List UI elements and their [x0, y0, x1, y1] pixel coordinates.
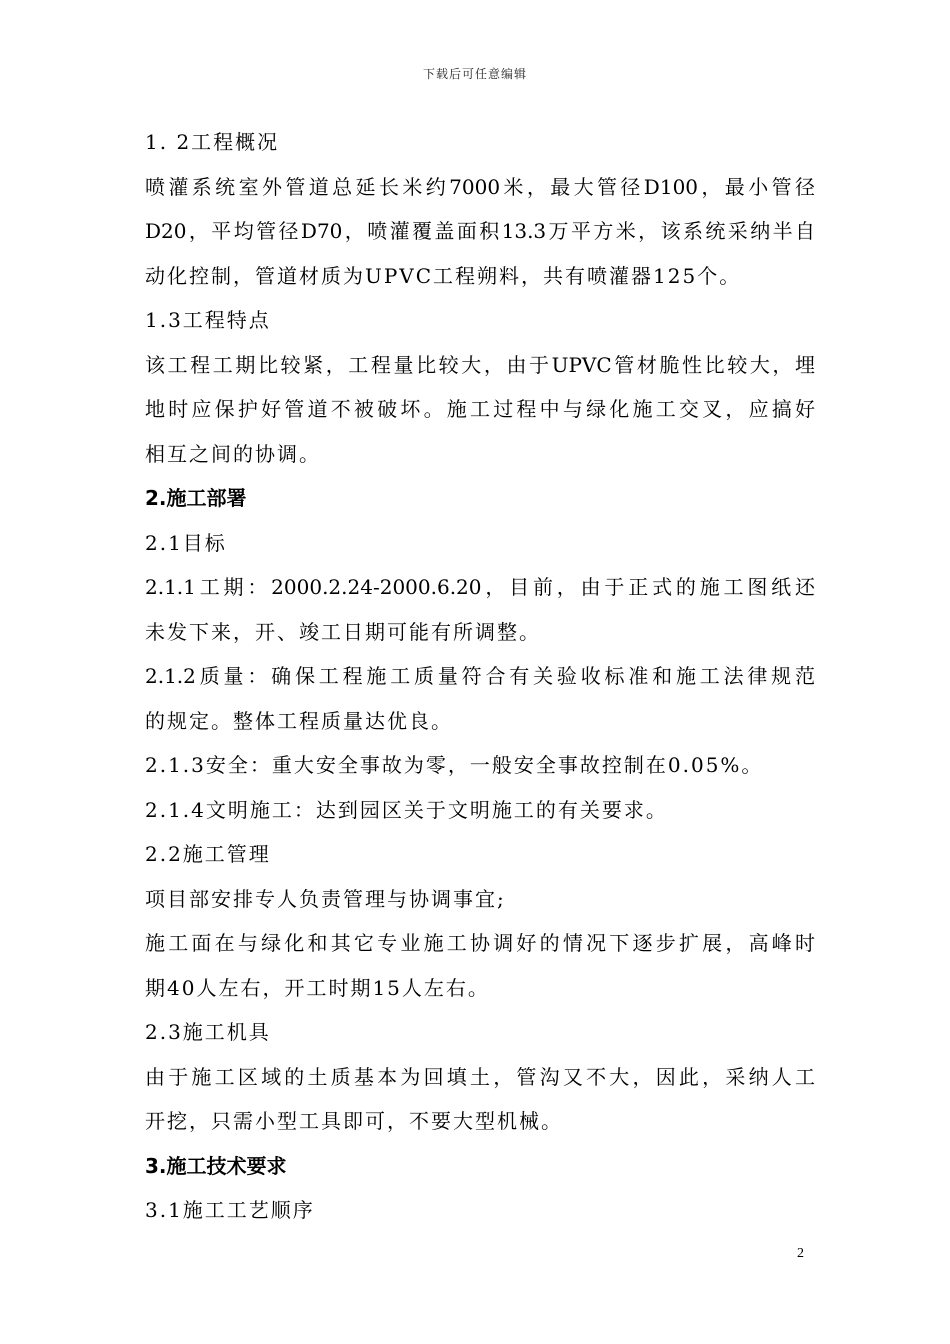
section-heading: 2.2施工管理 — [145, 842, 271, 866]
paragraph-line: D20，平均管径D70，喷灌覆盖面积13.3万平方米，该系统采纳半自 — [145, 219, 815, 243]
paragraph-line: 项目部安排专人负责管理与协调事宜; — [145, 886, 506, 911]
paragraph-line: 地时应保护好管道不被破坏。施工过程中与绿化施工交叉，应搞好 — [145, 397, 815, 421]
page-number: 2 — [797, 1246, 804, 1261]
section-heading: 1. 2工程概况 — [145, 130, 280, 154]
paragraph-line: 施工面在与绿化和其它专业施工协调好的情况下逐步扩展，高峰时 — [145, 931, 815, 955]
section-heading: 3.1施工工艺顺序 — [145, 1198, 315, 1222]
section-heading: 2.1目标 — [145, 530, 227, 555]
paragraph-line: 动化控制，管道材质为UPVC工程朔料，共有喷灌器125个。 — [145, 263, 742, 288]
paragraph-line: 未发下来，开、竣工日期可能有所调整。 — [145, 619, 541, 644]
paragraph-line: 的规定。整体工程质量达优良。 — [145, 708, 453, 733]
paragraph-line: 期40人左右，开工时期15人左右。 — [145, 975, 490, 1000]
paragraph-line: 开挖，只需小型工具即可，不要大型机械。 — [145, 1109, 563, 1133]
section-heading: 1.3工程特点 — [145, 308, 271, 332]
paragraph-line: 2.1.2质量：确保工程施工质量符合有关验收标准和施工法律规范 — [145, 664, 815, 688]
paragraph-line: 该工程工期比较紧，工程量比较大，由于UPVC管材脆性比较大，埋 — [145, 352, 815, 377]
document-body — [145, 120, 815, 1233]
paragraph-line: 由于施工区域的土质基本为回填土，管沟又不大，因此，采纳人工 — [145, 1064, 815, 1089]
paragraph-line: 2.1.3安全：重大安全事故为零，一般安全事故控制在0.05%。 — [145, 753, 764, 777]
section-heading: 2.3施工机具 — [145, 1020, 271, 1044]
chapter-heading: 3.施工技术要求 — [145, 1153, 287, 1178]
paragraph-line: 喷灌系统室外管道总延长米约7000米，最大管径D100，最小管径 — [145, 174, 815, 199]
paragraph-line: 2.1.4文明施工：达到园区关于文明施工的有关要求。 — [145, 797, 668, 822]
chapter-heading: 2.施工部署 — [145, 486, 247, 510]
paragraph-line: 2.1.1工期：2000.2.24-2000.6.20，目前，由于正式的施工图纸还 — [145, 575, 815, 599]
page-header: 下载后可任意编辑 — [422, 67, 527, 81]
paragraph-line: 相互之间的协调。 — [145, 441, 321, 466]
